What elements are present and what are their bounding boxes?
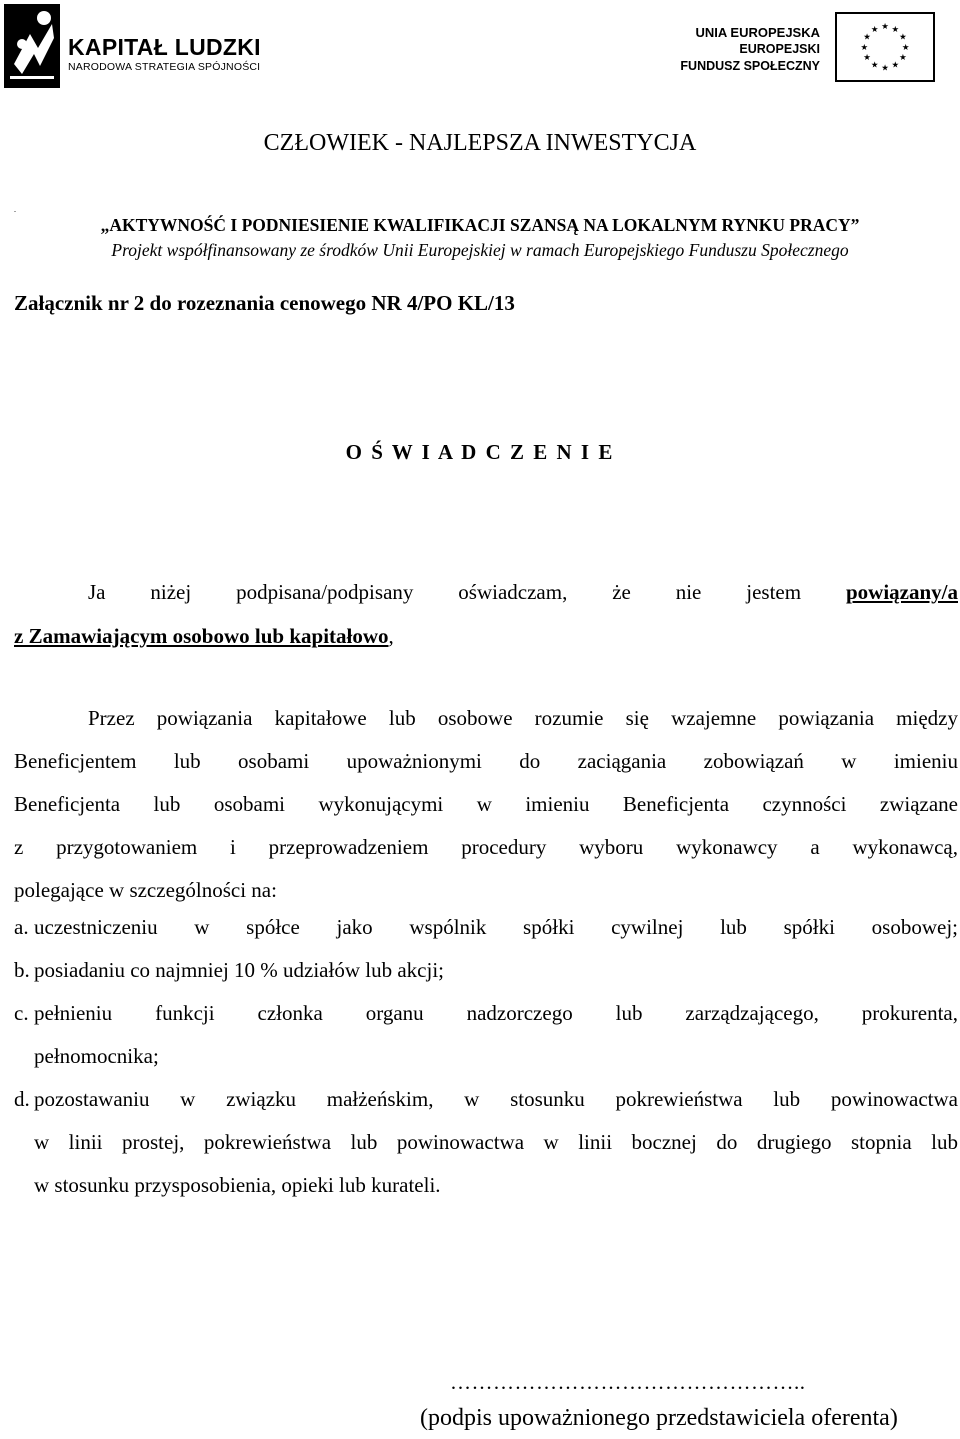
kapital-ludzki-title: KAPITAŁ LUDZKI xyxy=(68,34,261,60)
motto: CZŁOWIEK - NAJLEPSZA INWESTYCJA xyxy=(263,130,697,156)
eu-flag-icon xyxy=(835,12,935,82)
list-item-text: w stosunku przysposobienia, opieki lub kurateli. xyxy=(34,1173,441,1197)
list-item-text: uczestniczeniu w spółce jako wspólnik spółki cywilnej lub spółki osobowej; xyxy=(34,915,958,939)
project-title: „AKTYWNOŚĆ I PODNIESIENIE KWALIFIKACJI SZANSĄ NA LOKALNYM RYNKU PRACY” xyxy=(100,215,860,235)
definition-line: Beneficjentem lub osobami upoważnionymi do zaciągania zobowiązań w imieniu xyxy=(14,749,958,773)
list-item-text: posiadaniu co najmniej 10 % udziałów lub akcji; xyxy=(34,958,444,982)
definition-paragraph xyxy=(14,697,958,912)
list-item-text: pozostawaniu w związku małżeńskim, w stosunku pokrewieństwa lub powinowactwa xyxy=(34,1087,958,1111)
svg-text:★: ★ xyxy=(881,21,889,32)
definition-line: z przygotowaniem i przeprowadzeniem procedury wyboru wykonawcy a wykonawcą, xyxy=(14,835,958,859)
list-item xyxy=(14,1078,958,1207)
definition-line-last: polegające w szczególności na: xyxy=(14,878,277,902)
svg-text:★: ★ xyxy=(860,41,869,52)
declaration-title: O Ś W I A D C Z E N I E xyxy=(345,440,615,464)
list-item xyxy=(14,992,958,1078)
declaration-tail: , xyxy=(388,624,394,648)
svg-text:★: ★ xyxy=(891,59,900,70)
svg-text:★: ★ xyxy=(901,41,910,52)
list-item-text: pełnomocnika; xyxy=(34,1044,159,1068)
declaration-line-1 xyxy=(14,570,958,614)
svg-text:★: ★ xyxy=(863,52,871,63)
kapital-ludzki-emblem-icon xyxy=(4,4,60,88)
svg-text:★: ★ xyxy=(891,23,900,34)
eu-logo-line3: FUNDUSZ SPOŁECZNY xyxy=(680,59,820,73)
eu-logo xyxy=(680,10,942,84)
declaration-line-2 xyxy=(14,614,958,658)
project-subtitle: Projekt współfinansowany ze środków Unii Europejskiej w ramach Europejskiego Funduszu Społecznego xyxy=(111,240,849,260)
attachment-heading: Załącznik nr 2 do rozeznania cenowego NR 4/PO KL/13 xyxy=(14,291,515,315)
declaration-bold-underlined: powiązany/a xyxy=(845,580,958,604)
eu-logo-line2: EUROPEJSKI xyxy=(739,42,820,56)
declaration-text: Ja niżej podpisana/podpisany oświadczam, że nie jestem xyxy=(88,580,802,604)
list-item-text: w linii prostej, pokrewieństwa lub powinowactwa w linii bocznej do drugiego stopnia lub xyxy=(34,1130,958,1154)
list-item-label: d. xyxy=(14,1087,30,1111)
eu-logo-text xyxy=(680,24,820,75)
signature-label: (podpis upoważnionego przedstawiciela oferenta) xyxy=(420,1405,898,1431)
declaration-bold-underlined-2: z Zamawiającym osobowo lub kapitałowo xyxy=(14,624,389,648)
list-item xyxy=(14,906,958,949)
list-item-label: b. xyxy=(14,958,30,982)
svg-text:★: ★ xyxy=(899,31,907,42)
declaration-paragraph xyxy=(14,570,958,658)
kapital-ludzki-subtitle: NARODOWA STRATEGIA SPÓJNOŚCI xyxy=(68,61,261,73)
definition-line: Przez powiązania kapitałowe lub osobowe rozumie się wzajemne powiązania między xyxy=(88,706,958,730)
definition-list xyxy=(14,906,958,1207)
list-item-label: a. xyxy=(14,915,29,939)
svg-text:★: ★ xyxy=(881,62,889,73)
signature-line: ………………………………………….. xyxy=(450,1370,806,1394)
svg-text:★: ★ xyxy=(863,31,871,42)
svg-text:★: ★ xyxy=(899,52,907,63)
eu-logo-line1: UNIA EUROPEJSKA xyxy=(695,25,820,40)
definition-line: Beneficjenta lub osobami wykonującymi w imieniu Beneficjenta czynności związane xyxy=(14,792,958,816)
stray-mark: . xyxy=(14,205,16,214)
kapital-ludzki-logo xyxy=(4,4,274,88)
svg-text:★: ★ xyxy=(870,59,879,70)
svg-text:★: ★ xyxy=(870,23,879,34)
list-item-label: c. xyxy=(14,1001,29,1025)
list-item-text: pełnieniu funkcji członka organu nadzorczego lub zarządzającego, prokurenta, xyxy=(34,1001,958,1025)
list-item xyxy=(14,949,958,992)
